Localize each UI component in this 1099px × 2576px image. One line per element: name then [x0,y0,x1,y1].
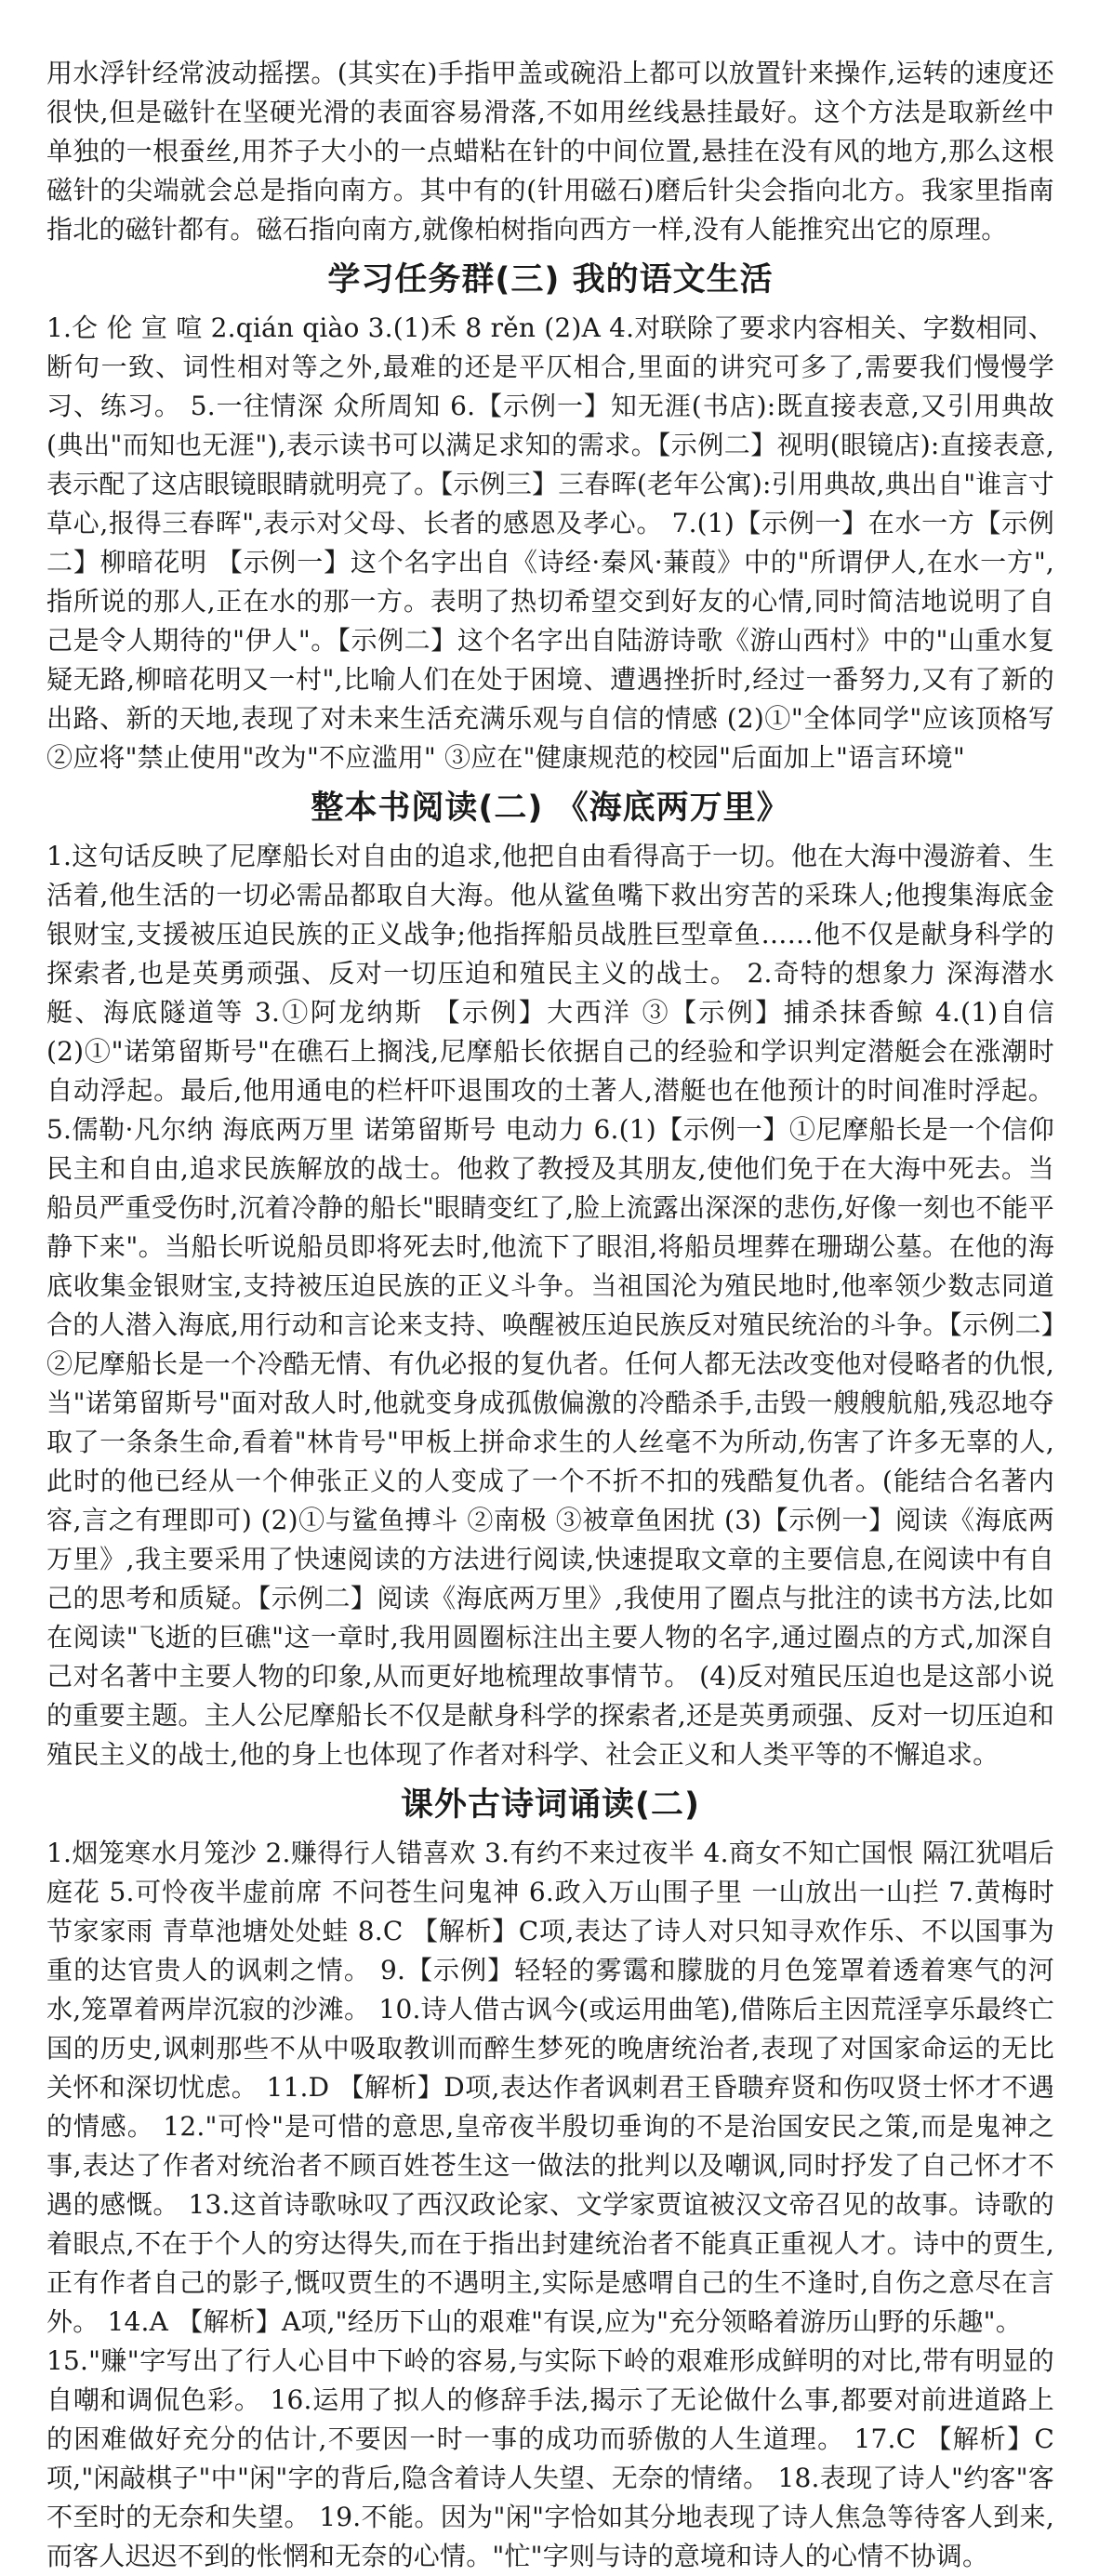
section-continuation [46,54,1054,249]
text-paragraph: 15."赚"字写出了行人心目中下岭的容易,与实际下岭的艰难形成鲜明的对比,带有明显的自嘲和调侃色彩。 16.运用了拟人的修辞手法,揭示了无论做什么事,都要对前进道路上的困难做好充分的估计,不要因一时一事的成功而骄傲的人生道理。 17.C 【解析】C项,"闲敲棋子"中"闲"字的背后,隐含着诗人失望、无奈的情绪。 18.表现了诗人"约客"客不至时的无奈和失望。 19.不能。因为"闲"字恰如其分地表现了诗人焦急等待客人到来,而客人迟迟不到的怅惘和无奈的心情。"忙"字则与诗的意境和诗人的心情不协调。 [46,2345,1054,2571]
section-title: 课外古诗词诵读(二) [401,1786,700,1824]
section-classical-poetry-2 [46,1780,1054,2576]
text-paragraph: 1.这句话反映了尼摩船长对自由的追求,他把自由看得高于一切。他在大海中漫游着、生活着,他生活的一切必需品都取自大海。他从鲨鱼嘴下救出穷苦的采珠人;他搜集海底金银财宝,支援被压迫民族的正义战争;他指挥船员战胜巨型章鱼……他不仅是献身科学的探索者,也是英勇顽强、反对一切压迫和殖民主义的战士。 2.奇特的想象力 深海潜水艇、海底隧道等 3.①阿龙纳斯 【示例】大西洋 ③【示例】捕杀抹香鲸 4.(1)自信 (2)①"诺第留斯号"在礁石上搁浅,尼摩船长依据自己的经验和学识判定潜艇会在涨潮时自动浮起。最后,他用通电的栏杆吓退围攻的土著人,潜艇也在他预计的时间准时浮起。 5.儒勒·凡尔纳 海底两万里 诺第留斯号 电动力 6.(1)【示例一】①尼摩船长是一个信仰民主和自由,追求民族解放的战士。他救了教授及其朋友,使他们免于在大海中死去。当船员严重受伤时,沉着冷静的船长"眼睛变红了,脸上流露出深深的悲伤,好像一刻也不能平静下来"。当船长听说船员即将死去时,他流下了眼泪,将船员埋葬在珊瑚公墓。在他的海底收集金银财宝,支持被压迫民族的正义斗争。当祖国沦为殖民地时,他率领少数志同道合的人潜入海底,用行动和言论来支持、唤醒被压迫民族反对殖民统治的斗争。【示例二】②尼摩船长是一个冷酷无情、有仇必报的复仇者。任何人都无法改变他对侵略者的仇恨,当"诺第留斯号"面对敌人时,他就变身成孤傲偏激的冷酷杀手,击毁一艘艘航船,残忍地夺取了一条条生命,看着"林肯号"甲板上拼命求生的人丝毫不为所动,伤害了许多无辜的人,此时的他已经从一个伸张正义的人变成了一个不折不扣的残酷复仇者。(能结合名著内容,言之有理即可) (2)①与鲨鱼搏斗 ②南极 ③被章鱼困扰 (3)【示例一】阅读《海底两万里》,我主要采用了快速阅读的方法进行阅读,快速提取文章的主要信息,在阅读中有自己的思考和质疑。【示例二】阅读《海底两万里》,我使用了圈点与批注的读书方法,比如在阅读"飞逝的巨礁"这一章时,我用圆圈标注出主要人物的名字,通过圈点的方式,加深自己对名著中主要人物的印象,从而更好地梳理故事情节。 (4)反对殖民压迫也是这部小说的重要主题。主人公尼摩船长不仅是献身科学的探索者,还是英勇顽强、反对一切压迫和殖民主义的战士,他的身上也体现了作者对科学、社会正义和人类平等的不懈追求。 [46,841,1054,1770]
text-paragraph: 1.烟笼寒水月笼沙 2.赚得行人错喜欢 3.有约不来过夜半 4.商女不知亡国恨 隔江犹唱后庭花 5.可怜夜半虚前席 不问苍生问鬼神 6.政入万山围子里 一山放出一山拦 7.黄梅时节家家雨 青草池塘处处蛙 8.C 【解析】C项,表达了诗人对只知寻欢作乐、不以国事为重的达官贵人的讽刺之情。 9.【示例】轻轻的雾霭和朦胧的月色笼罩着透着寒气的河水,笼罩着两岸沉寂的沙滩。 10.诗人借古讽今(或运用曲笔),借陈后主因荒淫享乐最终亡国的历史,讽刺那些不从中吸取教训而醉生梦死的晚唐统治者,表现了对国家命运的无比关怀和深切忧虑。 11.D 【解析】D项,表达作者讽刺君王昏聩弃贤和伤叹贤士怀才不遇的情感。 12."可怜"是可惜的意思,皇帝夜半殷切垂询的不是治国安民之策,而是鬼神之事,表达了作者对统治者不顾百姓苍生这一做法的批判以及嘲讽,同时抒发了自己怀才不遇的感慨。 13.这首诗歌咏叹了西汉政论家、文学家贾谊被汉文帝召见的故事。诗歌的着眼点,不在于个人的穷达得失,而在于指出封建统治者不能真正重视人才。诗中的贾生,正有作者自己的影子,慨叹贾生的不遇明主,实际是感喟自己的生不逢时,自伤之意尽在言外。 14.A 【解析】A项,"经历下山的艰难"有误,应为"充分领略着游历山野的乐趣"。 [46,1838,1054,2337]
section-learning-tasks-3 [46,255,1054,777]
text-paragraph: 1.仑 伦 宣 喧 2.qián qiào 3.(1)禾 8 rěn (2)A 4.对联除了要求内容相关、字数相同、断句一致、词性相对等之外,最难的还是平仄相合,里面的讲究可多了,需要我们慢慢学习、练习。 5.一往情深 众所周知 6.【示例一】知无涯(书店):既直接表意,又引用典故(典出"而知也无涯"),表示读书可以满足求知的需求。【示例二】视明(眼镜店):直接表意,表示配了这店眼镜眼睛就明亮了。【示例三】三春晖(老年公寓):引用典故,典出自"谁言寸草心,报得三春晖",表示对父母、长者的感恩及孝心。 7.(1)【示例一】在水一方【示例二】柳暗花明 【示例一】这个名字出自《诗经·秦风·蒹葭》中的"所谓伊人,在水一方",指所说的那人,正在水的那一方。表明了热切希望交到好友的心情,同时简洁地说明了自己是令人期待的"伊人"。【示例二】这个名字出自陆游诗歌《游山西村》中的"山重水复疑无路,柳暗花明又一村",比喻人们在处于困境、遭遇挫折时,经过一番努力,又有了新的出路、新的天地,表现了对未来生活充满乐观与自信的情感 (2)①"全体同学"应该顶格写 ②应将"禁止使用"改为"不应滥用" ③应在"健康规范的校园"后面加上"语言环境" [46,312,1054,773]
section-title: 学习任务群(三) 我的语文生活 [327,261,774,299]
text-paragraph: 用水浮针经常波动摇摆。(其实在)手指甲盖或碗沿上都可以放置针来操作,运转的速度还很快,但是磁针在坚硬光滑的表面容易滑落,不如用丝线悬挂最好。这个方法是取新丝中单独的一根蚕丝,用芥子大小的一点蜡粘在针的中间位置,悬挂在没有风的地方,那么这根磁针的尖端就会总是指向南方。其中有的(针用磁石)磨后针尖会指向北方。我家里指南指北的磁针都有。磁石指向南方,就像柏树指向西方一样,没有人能推究出它的原理。 [46,58,1054,245]
answer-key-page [46,54,1054,2576]
section-title: 整本书阅读(二) 《海底两万里》 [311,790,790,827]
section-whole-book-reading-2 [46,783,1054,1774]
